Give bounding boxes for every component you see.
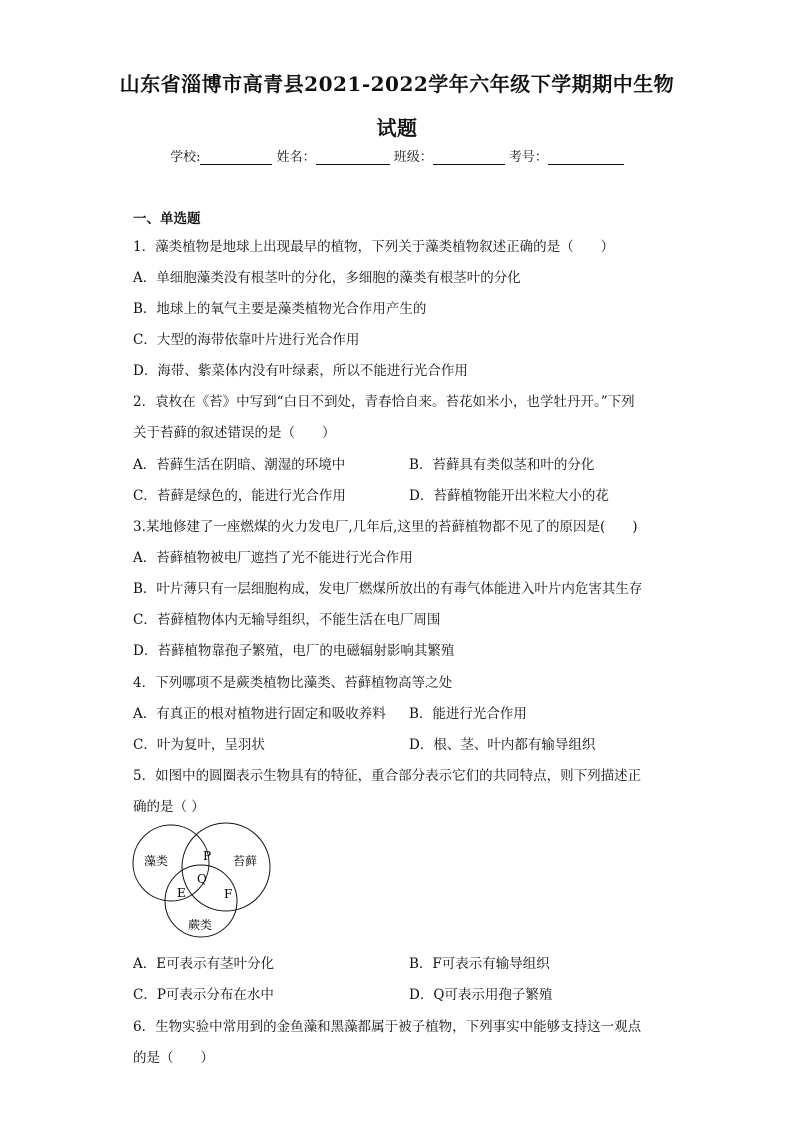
q1-option-c: C．大型的海带依靠叶片进行光合作用 [133,332,360,348]
q1-option-b: B．地球上的氧气主要是藻类植物光合作用产生的 [133,301,427,317]
q1-stem: 1．藻类植物是地球上出现最早的植物，下列关于藻类植物叙述正确的是（ ） [133,239,615,255]
section-heading: 一、单选题 [133,211,201,227]
school-label: 学校: [170,150,201,165]
q2-option-c: C．苔藓是绿色的，能进行光合作用 [133,488,346,504]
q5-option-d: D．Q可表示用孢子繁殖 [409,987,553,1003]
q3-option-b: B．叶片薄只有一层细胞构成，发电厂燃煤所放出的有毒气体能进入叶片内危害其生存 [133,581,643,597]
q6-stem-line1: 6．生物实验中常用到的金鱼藻和黑藻都属于被子植物，下列事实中能够支持这一观点 [133,1019,642,1035]
q6-stem-line2: 的是（ ） [133,1050,214,1066]
q4-option-b: B．能进行光合作用 [409,706,527,722]
venn-label-fern: 蕨类 [188,918,213,932]
q3-option-d: D．苔藓植物靠孢子繁殖，电厂的电磁辐射影响其繁殖 [133,643,455,659]
q2-option-a: A．苔藓生活在阴暗、潮湿的环境中 [133,457,346,473]
q2-option-b: B．苔藓具有类似茎和叶的分化 [409,457,595,473]
q5-stem-line1: 5．如图中的圆圈表示生物具有的特征，重合部分表示它们的共同特点，则下列描述正 [133,768,642,784]
exam-number-label: 考号： [508,150,548,165]
school-blank [200,150,272,165]
q5-stem-line2: 确的是（ ） [133,799,205,815]
q2-stem-line1: 2．袁枚在《苔》中写到“白日不到处，青春恰自来。苔花如米小，也学牡丹开。”下列 [133,394,635,410]
q1-option-a: A．单细胞藻类没有根茎叶的分化，多细胞的藻类有根茎叶的分化 [133,270,521,286]
q3-stem: 3.某地修建了一座燃煤的火力发电厂,几年后,这里的苔藓植物都不见了的原因是( ) [133,519,638,535]
venn-region-f: F [224,887,233,901]
venn-region-p: P [203,849,212,863]
q4-option-d: D．根、茎、叶内都有输导组织 [409,737,596,753]
q5-option-a: A．E可表示有茎叶分化 [133,956,275,972]
name-blank [316,150,390,165]
venn-label-algae: 藻类 [144,854,169,868]
student-info-row [0,146,794,165]
venn-label-moss: 苔藓 [233,854,258,868]
q5-option-b: B．F可表示有输导组织 [409,956,550,972]
q4-option-a: A．有真正的根对植物进行固定和吸收养料 [133,706,386,722]
class-blank [433,150,505,165]
q3-option-a: A．苔藓植物被电厂遮挡了光不能进行光合作用 [133,550,413,566]
q4-option-c: C．叶为复叶，呈羽状 [133,737,265,753]
exam-number-blank [548,150,624,165]
q1-option-d: D．海带、紫菜体内没有叶绿素，所以不能进行光合作用 [133,363,468,379]
q2-option-d: D．苔藓植物能开出米粒大小的花 [409,488,609,504]
venn-region-q: Q [197,872,207,886]
q5-option-c: C．P可表示分布在水中 [133,987,274,1003]
page-title-line2: 试题 [376,116,418,140]
venn-region-e: E [177,886,186,900]
name-label: 姓名： [276,150,316,165]
q4-stem: 4．下列哪项不是蕨类植物比藻类、苔藓植物高等之处 [133,675,453,691]
venn-diagram [130,818,280,940]
q2-stem-line2: 关于苔藓的叙述错误的是（ ） [133,425,336,441]
class-label: 班级： [393,150,433,165]
q3-option-c: C．苔藓植物体内无输导组织，不能生活在电厂周围 [133,612,441,628]
page-title-line1: 山东省淄博市高青县2021-2022学年六年级下学期期中生物 [119,72,675,96]
